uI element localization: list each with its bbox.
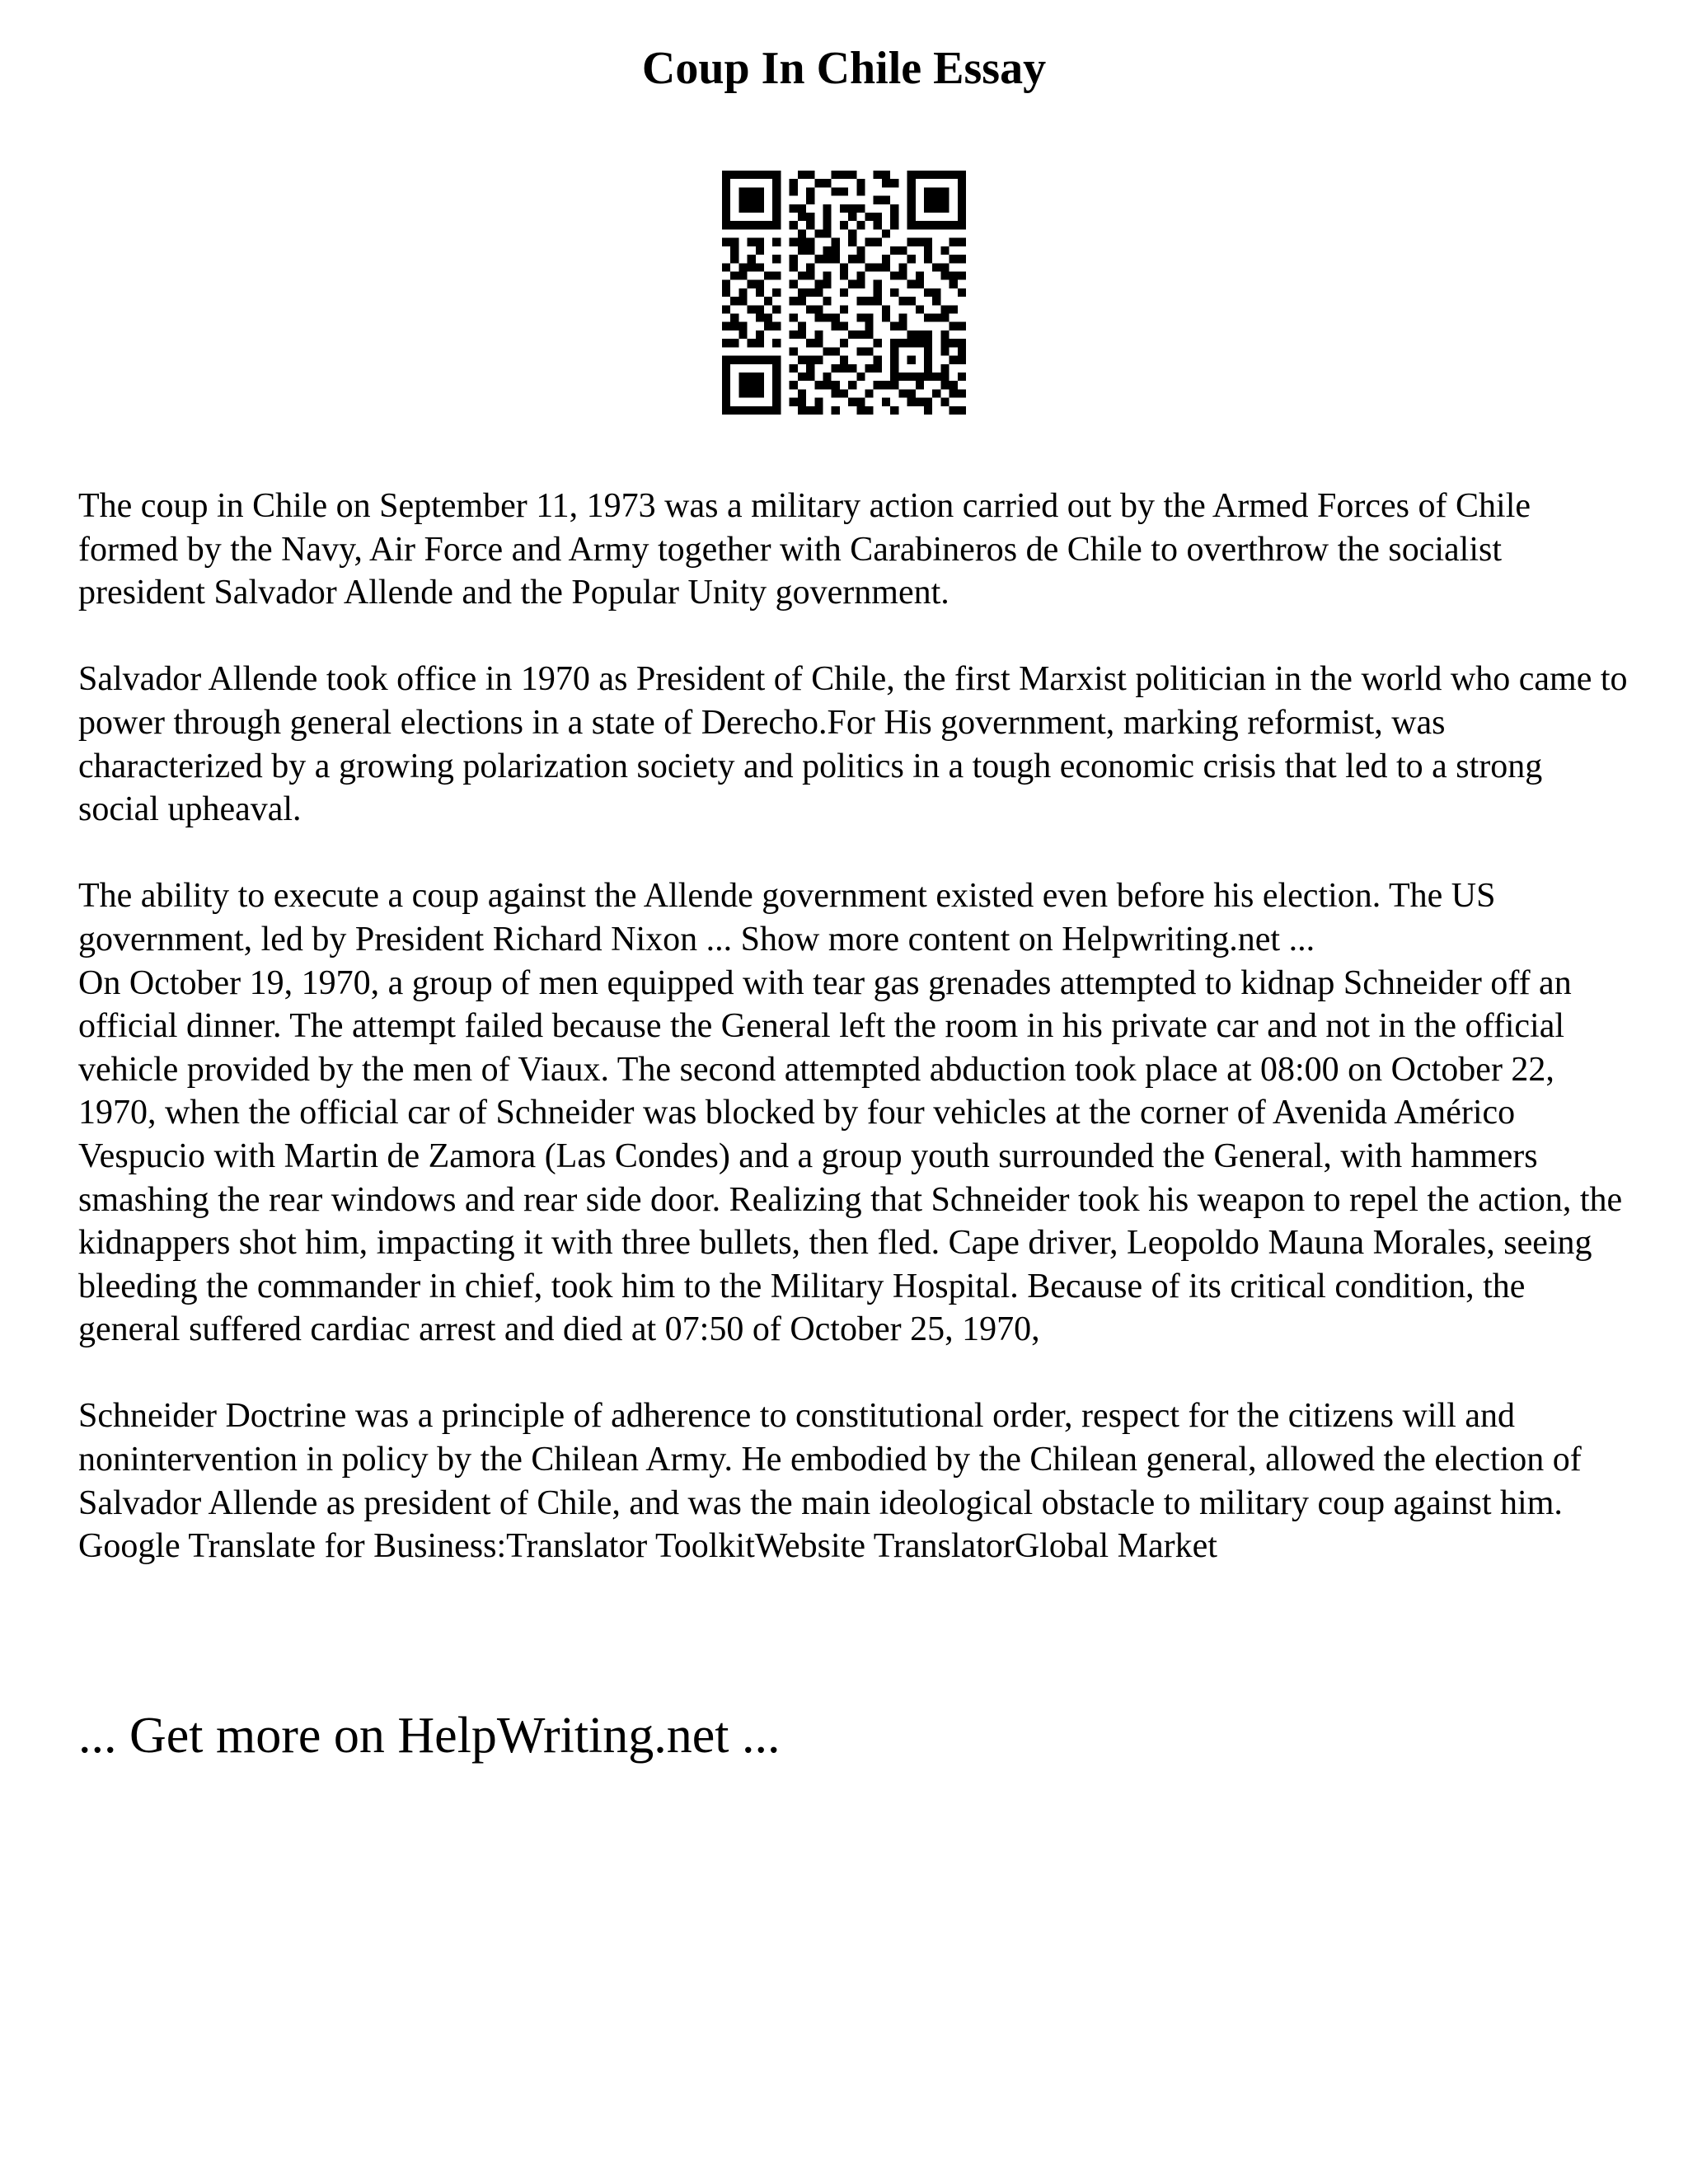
essay-body (78, 485, 1628, 1568)
page-title: Coup In Chile Essay (641, 43, 1047, 94)
paragraph-coup-ability: The ability to execute a coup against the Allende government existed even before his election. The US government, led by President Richard Nixon ... Show more content on Helpwriting.net ... (78, 877, 1496, 958)
paragraph-spacer (78, 1352, 1628, 1395)
get-more-link[interactable]: ... Get more on HelpWriting.net ... (78, 1708, 781, 1764)
paragraph-spacer (78, 832, 1628, 875)
paragraph-allende: Salvador Allende took office in 1970 as President of Chile, the first Marxist politician in the world who came to power through general elections in a state of Derecho.For His government, marking reformist, was characterized by a growing polarization society and politics in a tough economic crisis that led to a strong social upheaval. (78, 660, 1628, 829)
paragraph-coup-intro: The coup in Chile on September 11, 1973 was a military action carried out by the Armed Forces of Chile formed by the Navy, Air Force and Army together with Carabineros de Chile to overthrow the socialist president Salvador Allende and the Popular Unity government. (78, 487, 1531, 612)
paragraph-schneider-kidnap: On October 19, 1970, a group of men equipped with tear gas grenades attempted to kidnap Schneider off an official dinner. The attempt failed because the General left the room in his private car and not in the official vehicle provided by the men of Viaux. The second attempted abduction took place at 08:00 on October 22, 1970, when the official car of Schneider was blocked by four vehicles at the corner of Avenida Américo Vespucio with Martin de Zamora (Las Condes) and a group youth surrounded the General, with hammers smashing the rear windows and rear side door. Realizing that Schneider took his weapon to repel the action, the kidnappers shot him, impacting it with three bullets, then fled. Cape driver, Leopoldo Mauna Morales, seeing bleeding the commander in chief, took him to the Military Hospital. Because of its critical condition, the general suffered cardiac arrest and died at 07:50 of October 25, 1970, (78, 963, 1623, 1349)
paragraph-spacer (78, 615, 1628, 658)
paragraph-schneider-doctrine: Schneider Doctrine was a principle of adherence to constitutional order, respect for the citizens will and nonintervention in policy by the Chilean Army. He embodied by the Chilean general, allowed the election of Salvador Allende as president of Chile, and was the main ideological obstacle to military coup against him. (78, 1397, 1582, 1522)
paragraph-google-translate: Google Translate for Business:Translator ToolkitWebsite TranslatorGlobal Market (78, 1527, 1217, 1566)
qr-code-icon (722, 171, 966, 415)
